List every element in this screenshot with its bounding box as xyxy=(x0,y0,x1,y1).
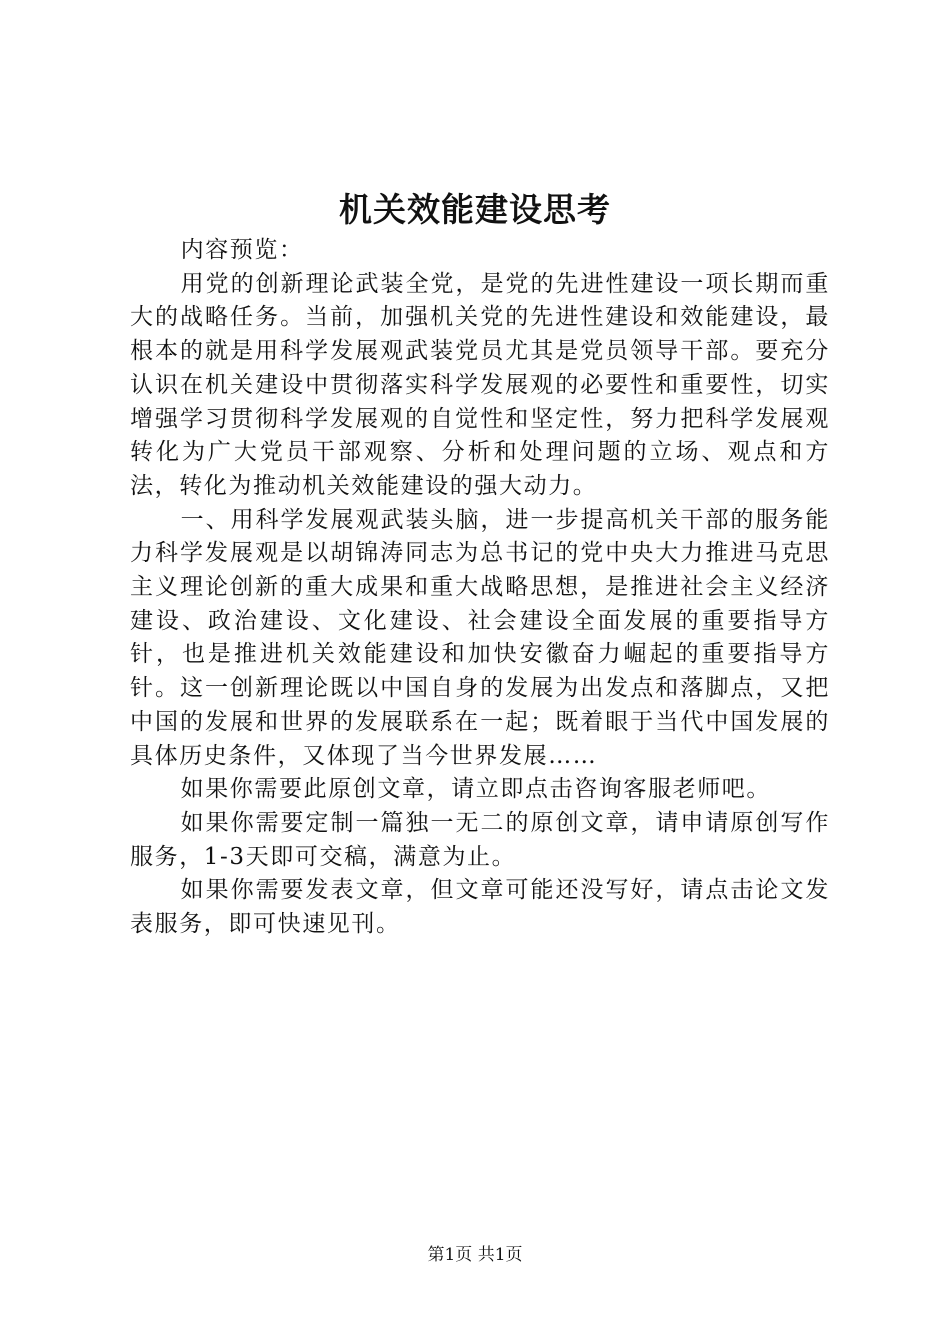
intro-paragraph: 用党的创新理论武装全党，是党的先进性建设一项长期而重大的战略任务。当前，加强机关党的先进性建设和效能建设，最根本的就是用科学发展观武装党员尤其是党员领导干部。要充分认识在机关建设中贯彻落实科学发展观的必要性和重要性，切实增强学习贯彻科学发展观的自觉性和坚定性，努力把科学发展观转化为广大党员干部观察、分析和处理问题的立场、观点和方法，转化为推动机关效能建设的强大动力。 xyxy=(130,270,830,499)
custom-writing-paragraph: 如果你需要定制一篇独一无二的原创文章，请申请原创写作服务，1-3天即可交稿，满意为止。 xyxy=(130,809,830,870)
document-body xyxy=(130,234,830,942)
preview-label: 内容预览： xyxy=(180,237,304,263)
document-title: 机关效能建设思考 xyxy=(339,190,611,229)
section-one-paragraph: 一、用科学发展观武装头脑，进一步提高机关干部的服务能力科学发展观是以胡锦涛同志为总书记的党中央大力推进马克思主义理论创新的重大成果和重大战略思想，是推进社会主义经济建设、政治建设、文化建设、社会建设全面发展的重要指导方针，也是推进机关效能建设和加快安徽奋力崛起的重要指导方针。这一创新理论既以中国自身的发展为出发点和落脚点，又把中国的发展和世界的发展联系在一起；既着眼于当代中国发展的具体历史条件，又体现了当今世界发展…… xyxy=(130,506,830,769)
page-number-footer: 第1页 共1页 xyxy=(427,1245,523,1265)
consult-paragraph: 如果你需要此原创文章，请立即点击咨询客服老师吧。 xyxy=(180,776,771,803)
publish-service-paragraph: 如果你需要发表文章，但文章可能还没写好，请点击论文发表服务，即可快速见刊。 xyxy=(130,877,830,938)
